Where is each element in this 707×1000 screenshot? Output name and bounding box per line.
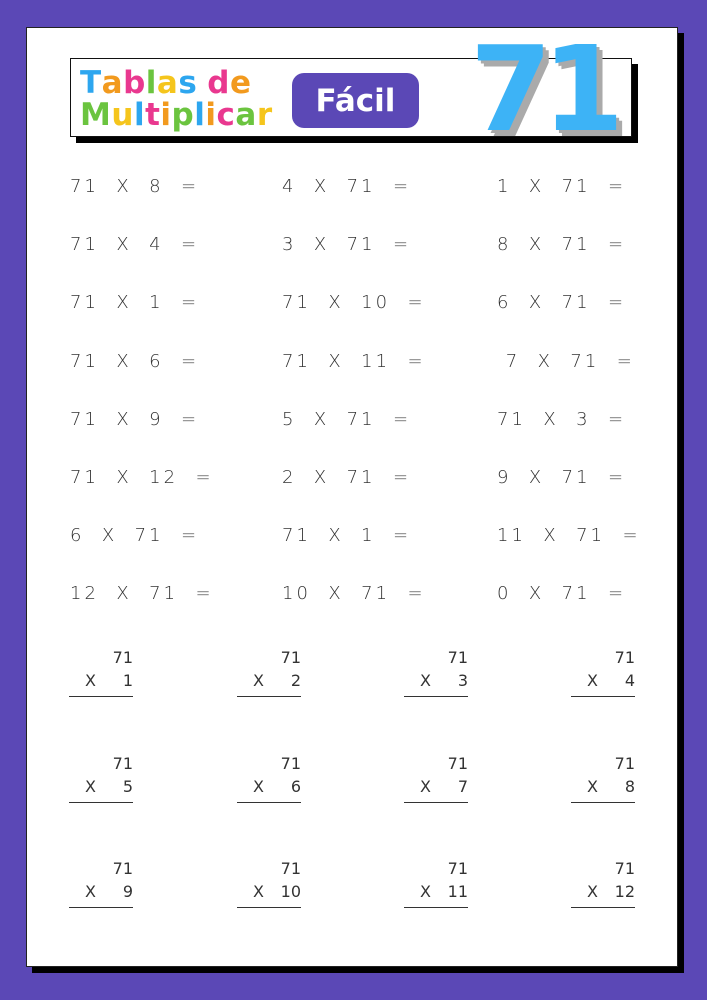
multiplicand: 71 bbox=[280, 648, 301, 667]
multiplier-row bbox=[69, 777, 133, 797]
multiplier-row bbox=[237, 671, 301, 691]
times-sign: X bbox=[85, 777, 96, 796]
vertical-problem bbox=[69, 754, 133, 810]
answer-line bbox=[571, 696, 635, 697]
answer-line bbox=[571, 907, 635, 908]
title-letter: l bbox=[194, 97, 206, 133]
multiplication-problem: 10 X 71 = bbox=[282, 583, 426, 605]
multiplication-problem: 71 X 11 = bbox=[282, 350, 426, 372]
multiplier: 11 bbox=[447, 882, 468, 901]
multiplier: 12 bbox=[614, 882, 635, 901]
title-letter: s bbox=[178, 65, 198, 101]
multiplicand: 71 bbox=[280, 754, 301, 773]
title-letter: a bbox=[156, 65, 179, 101]
multiplicand: 71 bbox=[447, 754, 468, 773]
title-letter: t bbox=[145, 97, 161, 133]
multiplier: 6 bbox=[290, 777, 301, 796]
title-letter: p bbox=[171, 97, 195, 133]
multiplication-problem: 3 X 71 = bbox=[282, 234, 412, 256]
vertical-problem bbox=[237, 754, 301, 810]
multiplication-problem: 12 X 71 = bbox=[70, 583, 214, 605]
times-sign: X bbox=[85, 882, 96, 901]
times-sign: X bbox=[420, 882, 431, 901]
title-letter: b bbox=[123, 65, 146, 101]
multiplier: 8 bbox=[624, 777, 635, 796]
answer-line bbox=[237, 696, 301, 697]
multiplier-row bbox=[571, 882, 635, 902]
vertical-problem bbox=[571, 648, 635, 704]
vertical-problem bbox=[404, 754, 468, 810]
multiplier: 10 bbox=[280, 882, 301, 901]
title-letter: a bbox=[235, 97, 257, 133]
multiplier: 2 bbox=[290, 671, 301, 690]
multiplication-problem: 71 X 4 = bbox=[70, 234, 200, 256]
title-letter: d bbox=[207, 65, 230, 101]
multiplicand: 71 bbox=[447, 648, 468, 667]
times-sign: X bbox=[253, 882, 264, 901]
answer-line bbox=[571, 802, 635, 803]
answer-line bbox=[404, 696, 468, 697]
title-letter: l bbox=[145, 65, 157, 101]
multiplication-problem: 71 X 6 = bbox=[70, 350, 200, 372]
multiplication-problem: 5 X 71 = bbox=[282, 408, 412, 430]
title-letter: i bbox=[205, 97, 217, 133]
multiplier: 5 bbox=[122, 777, 133, 796]
multiplier-row bbox=[237, 777, 301, 797]
times-sign: X bbox=[420, 777, 431, 796]
times-sign: X bbox=[85, 671, 96, 690]
multiplier-row bbox=[237, 882, 301, 902]
multiplier: 7 bbox=[457, 777, 468, 796]
vertical-problem bbox=[69, 648, 133, 704]
answer-line bbox=[404, 802, 468, 803]
multiplication-problem: 8 X 71 = bbox=[497, 234, 627, 256]
multiplier-row bbox=[69, 882, 133, 902]
multiplicand: 71 bbox=[614, 754, 635, 773]
multiplier: 4 bbox=[624, 671, 635, 690]
title-letter: l bbox=[133, 97, 146, 133]
times-sign: X bbox=[420, 671, 431, 690]
multiplication-problem: 71 X 12 = bbox=[70, 467, 214, 488]
multiplication-problem: 2 X 71 = bbox=[282, 467, 412, 488]
multiplicand: 71 bbox=[447, 859, 468, 878]
title-letter: M bbox=[80, 97, 112, 133]
multiplicand: 71 bbox=[614, 648, 635, 667]
vertical-problem bbox=[404, 859, 468, 915]
answer-line bbox=[404, 907, 468, 908]
times-sign: X bbox=[587, 882, 598, 901]
multiplier-row bbox=[571, 777, 635, 797]
multiplier-row bbox=[571, 671, 635, 691]
title-letter: u bbox=[111, 97, 134, 133]
multiplication-problem: 6 X 71 = bbox=[70, 525, 200, 547]
title-line-1 bbox=[80, 65, 252, 101]
multiplication-problem: 71 X 3 = bbox=[497, 408, 627, 430]
vertical-problem bbox=[571, 859, 635, 915]
multiplier-row bbox=[69, 671, 133, 691]
answer-line bbox=[237, 907, 301, 908]
multiplication-problem: 71 X 9 = bbox=[70, 408, 200, 430]
multiplier: 3 bbox=[457, 671, 468, 690]
answer-line bbox=[69, 802, 133, 803]
vertical-problem bbox=[571, 754, 635, 810]
answer-line bbox=[237, 802, 301, 803]
multiplicand: 71 bbox=[112, 648, 133, 667]
title-letter: i bbox=[160, 97, 172, 133]
multiplicand: 71 bbox=[280, 859, 301, 878]
multiplication-problem: 71 X 8 = bbox=[70, 176, 200, 197]
multiplication-problem: 71 X 1 = bbox=[282, 525, 412, 547]
title-letter: c bbox=[216, 97, 236, 133]
times-sign: X bbox=[253, 671, 264, 690]
answer-line bbox=[69, 907, 133, 908]
multiplicand: 71 bbox=[112, 754, 133, 773]
vertical-problem bbox=[237, 648, 301, 704]
multiplication-problem: 9 X 71 = bbox=[497, 467, 627, 488]
times-sign: X bbox=[587, 777, 598, 796]
difficulty-badge: Fácil bbox=[292, 73, 419, 128]
multiplicand: 71 bbox=[614, 859, 635, 878]
multiplier: 1 bbox=[122, 671, 133, 690]
multiplication-problem: 7 X 71 = bbox=[497, 350, 635, 372]
table-number: 71 bbox=[470, 20, 615, 158]
answer-line bbox=[69, 696, 133, 697]
vertical-problem bbox=[237, 859, 301, 915]
times-sign: X bbox=[253, 777, 264, 796]
title-letter: T bbox=[80, 65, 102, 101]
multiplication-problem: 11 X 71 = bbox=[497, 525, 641, 547]
multiplicand: 71 bbox=[112, 859, 133, 878]
title-line-2 bbox=[80, 97, 273, 133]
title-letter: r bbox=[256, 97, 273, 133]
title-letter: e bbox=[230, 65, 252, 101]
multiplier-row bbox=[404, 671, 468, 691]
multiplication-problem: 4 X 71 = bbox=[282, 176, 412, 197]
times-sign: X bbox=[587, 671, 598, 690]
worksheet bbox=[26, 27, 678, 967]
vertical-problem bbox=[69, 859, 133, 915]
multiplication-problem: 1 X 71 = bbox=[497, 176, 627, 197]
multiplication-problem: 0 X 71 = bbox=[497, 583, 627, 605]
multiplication-problem: 71 X 10 = bbox=[282, 292, 426, 314]
multiplication-problem: 6 X 71 = bbox=[497, 292, 627, 314]
multiplier-row bbox=[404, 882, 468, 902]
vertical-problem bbox=[404, 648, 468, 704]
multiplier: 9 bbox=[122, 882, 133, 901]
multiplication-problem: 71 X 1 = bbox=[70, 292, 200, 314]
title-letter: a bbox=[101, 65, 124, 101]
multiplier-row bbox=[404, 777, 468, 797]
